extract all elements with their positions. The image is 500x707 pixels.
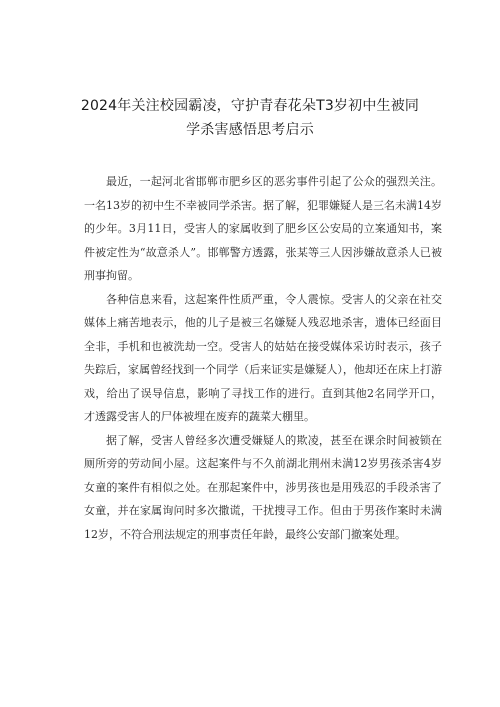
document-title <box>60 94 440 142</box>
document-body <box>84 170 442 546</box>
title-line-2: 学杀害感悟思考启示 <box>186 122 314 138</box>
paragraph-3: 据了解，受害人曾经多次遭受嫌疑人的欺凌，甚至在课余时间被锁在厕所旁的劳动间小屋。这起案件与不久前湖北荆州未满12岁男孩杀害4岁女童的案件有相似之处。在那起案件中，涉男孩也是用残忍的手段杀害了女童，并在家属询问时多次撒谎，干扰搜寻工作。但由于男孩作案时未满12岁，不符合刑法规定的刑事责任年龄，最终公安部门撤案处理。 <box>84 433 442 541</box>
title-line-1: 2024年关注校园霸凌，守护青春花朵T3岁初中生被同 <box>80 98 420 114</box>
paragraph-1: 最近，一起河北省邯郸市肥乡区的恶劣事件引起了公众的强烈关注。一名13岁的初中生不幸被同学杀害。据了解，犯罪嫌疑人是三名未满14岁的少年。3月11日，受害人的家属收到了肥乡区公安局的立案通知书，案件被定性为“故意杀人”。邯郸警方透露，张某等三人因涉嫌故意杀人已被刑事拘留。 <box>84 175 442 282</box>
paragraph-2: 各种信息来看，这起案件性质严重，令人震惊。受害人的父亲在社交媒体上痛苦地表示，他的儿子是被三名嫌疑人残忍地杀害，遗体已经面目全非，手机和也被洗劫一空。受害人的姑姑在接受媒体采访时表示，孩子失踪后，家属曾经找到一个同学（后来证实是嫌疑人），他却还在床上打游戏，给出了误导信息，影响了寻找工作的进行。直到其他2名同学开口，才透露受害人的尸体被埋在废弃的蔬菜大棚里。 <box>84 292 442 423</box>
